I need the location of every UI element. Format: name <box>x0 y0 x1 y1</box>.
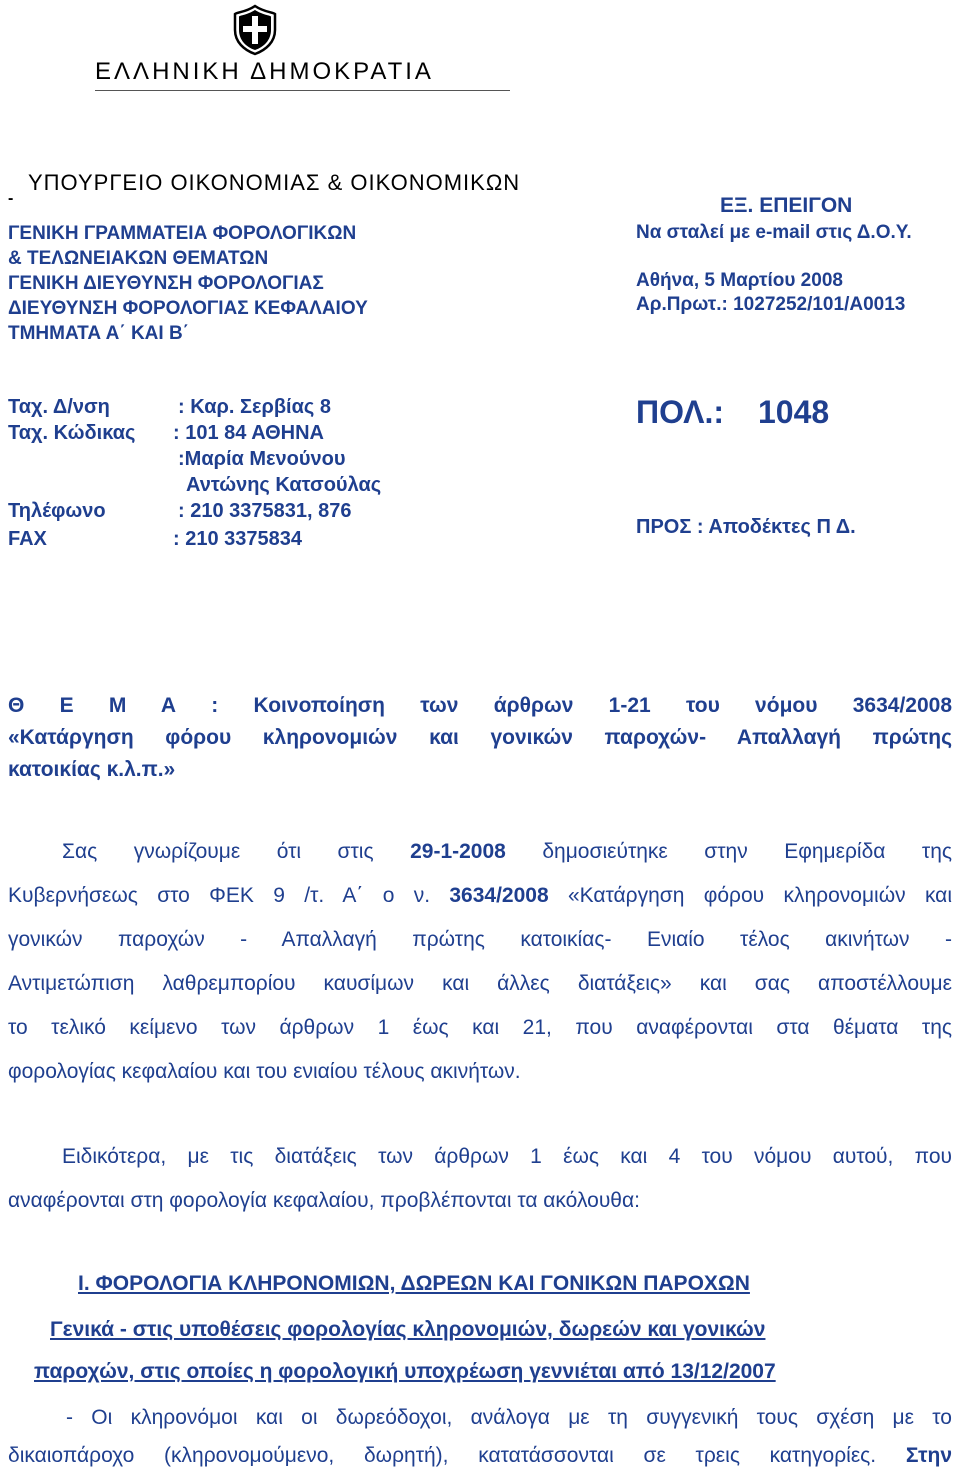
paragraph-1-first-line <box>62 830 952 874</box>
header-line-3: ΓΕΝΙΚΗ ΔΙΕΥΘΥΝΣΗ ΦΟΡΟΛΟΓΙΑΣ <box>8 273 324 294</box>
paragraph-1-line-6: φορολογίας κεφαλαίου και του ενιαίου τέλους ακινήτων. <box>8 1060 521 1083</box>
p1-l2-a: Κυβερνήσεως στο ΦΕΚ 9 /τ. Α΄ ο ν. <box>8 884 450 907</box>
fax-value: : 210 3375834 <box>173 528 303 550</box>
ministry-title: ΥΠΟΥΡΓΕΙΟ ΟΙΚΟΝΟΜΙΑΣ & ΟΙΚΟΝΟΜΙΚΩΝ <box>28 170 521 195</box>
p1-l1-c: δημοσιεύτηκε στην Εφημερίδα της <box>505 840 953 863</box>
paragraph-1-line-1 <box>62 830 952 874</box>
header-line-5: ΤΜΗΜΑΤΑ Α΄ ΚΑΙ Β΄ <box>8 323 189 344</box>
paragraph-2-line-2: αναφέρονται στη φορολογία κεφαλαίου, προβλέπονται τα ακόλουθα: <box>8 1189 640 1212</box>
p3-l2-b: Στην <box>905 1444 952 1467</box>
header-line-2: & ΤΕΛΩΝΕΙΑΚΩΝ ΘΕΜΑΤΩΝ <box>8 248 269 269</box>
recipients: ΠΡΟΣ : Αποδέκτες Π Δ. <box>636 516 856 538</box>
subject-line-2: «Κατάργηση φόρου κληρονομιών και γονικών παροχών- Απαλλαγή πρώτης <box>8 726 952 749</box>
phone-value: : 210 3375831, 876 <box>178 500 352 522</box>
p1-l1-a: Σας γνωρίζουμε ότι στις <box>62 840 411 863</box>
p1-l2-c: «Κατάργηση φόρου κληρονομιών και <box>548 884 952 907</box>
pol-label: ΠΟΛ.: <box>636 394 725 430</box>
address-label: Ταχ. Δ/νση <box>8 396 110 418</box>
pol-number: 1048 <box>758 394 830 430</box>
address-value: : Καρ. Σερβίας 8 <box>178 396 331 418</box>
header-left <box>8 221 368 346</box>
p1-law-number: 3634/2008 <box>449 884 549 907</box>
header-line-1: ΓΕΝΙΚΗ ΓΡΑΜΜΑΤΕΙΑ ΦΟΡΟΛΟΓΙΚΩΝ <box>8 223 357 244</box>
section-subtitle-1: Γενικά - στις υποθέσεις φορολογίας κληρονομιών, δωρεών και γονικών <box>50 1318 766 1341</box>
logo-divider <box>95 90 510 91</box>
paragraph-3 <box>8 1434 952 1478</box>
header-line-4: ΔΙΕΥΘΥΝΣΗ ΦΟΡΟΛΟΓΙΑΣ ΚΕΦΑΛΑΙΟΥ <box>8 298 368 319</box>
protocol-number: Αρ.Πρωτ.: 1027252/101/Α0013 <box>636 294 906 315</box>
p1-date: 29-1-2008 <box>410 840 506 863</box>
zip-value: : 101 84 ΑΘΗΝΑ <box>173 422 324 444</box>
urgency-label: ΕΞ. ΕΠΕΙΓΟΝ <box>720 194 853 217</box>
p3-l2-a: δικαιοπάροχο (κληρονομούμενο, δωρητή), κατατάσσονται σε τρεις κατηγορίες. <box>8 1444 906 1467</box>
paragraph-1-line-2 <box>8 874 952 918</box>
section-title: Ι. ΦΟΡΟΛΟΓΙΑ ΚΛΗΡΟΝΟΜΙΩΝ, ΔΩΡΕΩΝ ΚΑΙ ΓΟΝΙΚΩΝ ΠΑΡΟΧΩΝ <box>78 1272 750 1295</box>
paragraph-2 <box>8 1179 952 1223</box>
contact-person-1: :Μαρία Μενούνου <box>178 448 346 470</box>
paragraph-3-line-1: - Οι κληρονόμοι και οι δωρεόδοχοι, ανάλογα με τη συγγενική τους σχέση με το <box>66 1406 952 1429</box>
paragraph-3-line-2 <box>8 1434 952 1478</box>
section-subtitle-2: παροχών, στις οποίες η φορολογική υποχρέωση γεννιέται από 13/12/2007 <box>34 1360 776 1383</box>
paragraph-1 <box>8 874 952 1094</box>
greek-coat-of-arms-icon <box>232 4 278 56</box>
subject-block <box>8 690 952 786</box>
paragraph-1-line-5: το τελικό κείμενο των άρθρων 1 έως και 21, που αναφέρονται στα θέματα της <box>8 1016 952 1039</box>
paragraph-2-line-1: Ειδικότερα, με τις διατάξεις των άρθρων 1 έως και 4 του νόμου αυτού, που <box>62 1145 952 1168</box>
contact-person-2: Αντώνης Κατσούλας <box>186 474 382 496</box>
republic-title: ΕΛΛΗΝΙΚΗ ΔΗΜΟΚΡΑΤΙΑ <box>95 58 434 85</box>
fax-label: FAX <box>8 528 47 550</box>
zip-label: Ταχ. Κώδικας <box>8 422 136 444</box>
document-date: Αθήνα, 5 Μαρτίου 2008 <box>636 270 843 291</box>
phone-label: Τηλέφωνο <box>8 500 106 522</box>
subject-line-1: Θ Ε Μ Α : Κοινοποίηση των άρθρων 1-21 του νόμου 3634/2008 <box>8 694 952 717</box>
send-note: Να σταλεί με e-mail στις Δ.Ο.Υ. <box>636 222 912 243</box>
paragraph-1-line-3: γονικών παροχών - Απαλλαγή πρώτης κατοικίας- Ενιαίο τέλος ακινήτων - <box>8 928 952 951</box>
subject-line-3: κατοικίας κ.λ.π.» <box>8 758 176 781</box>
paragraph-1-line-4: Αντιμετώπιση λαθρεμπορίου καυσίμων και άλλες διατάξεις» και σας αποστέλλουμε <box>8 972 952 995</box>
paragraph-2-first-line <box>62 1135 952 1179</box>
header-dash: - <box>8 190 14 207</box>
